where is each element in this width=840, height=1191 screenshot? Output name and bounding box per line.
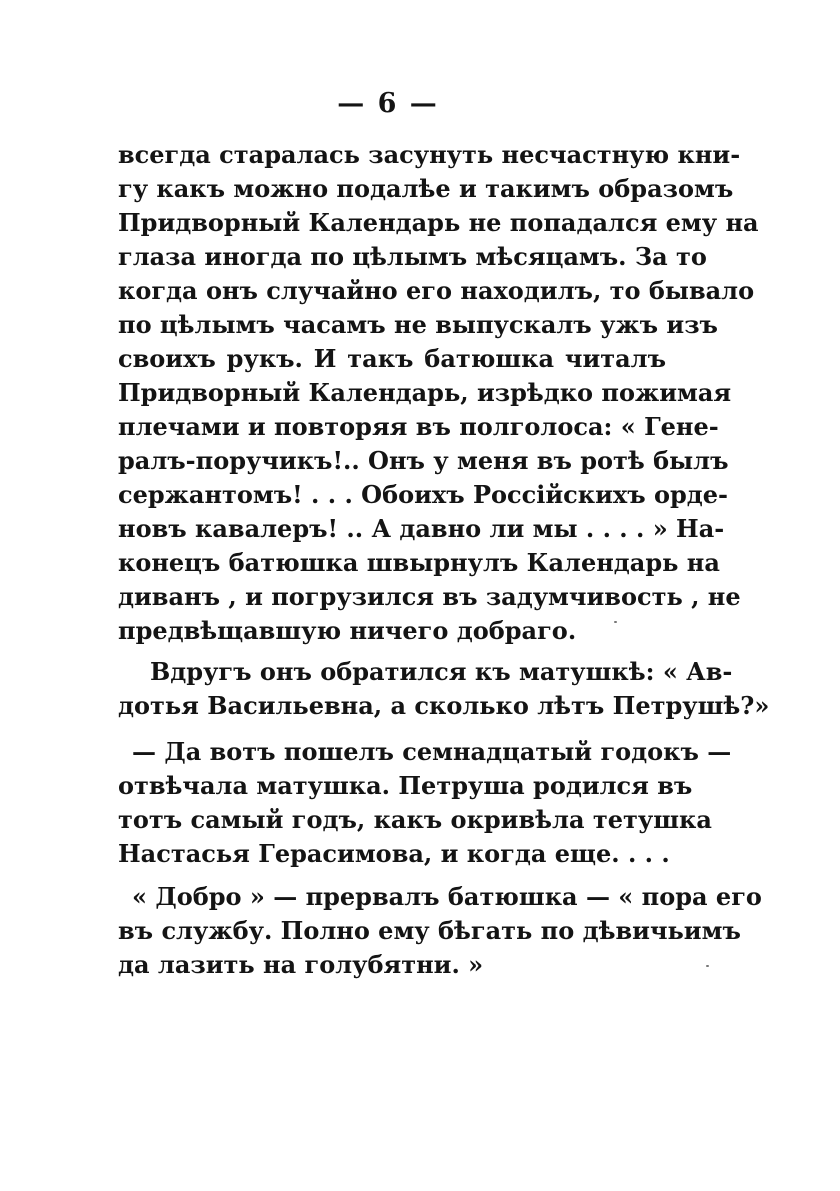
text-line: въ службу. Полно ему бѣгать по дѣвичьимъ [118,916,741,945]
paragraph-4 [118,880,762,982]
text-line: плечами и повторяя въ полголоса: « Гене- [118,412,719,441]
text-line: Придворный Календарь, изрѣдко пожимая [118,378,732,407]
paper-speck [706,965,709,967]
text-line: Настасья Герасимова, и когда еще. . . . [118,839,670,868]
text-line: по цѣлымъ часамъ не выпускалъ ужъ изъ [118,310,718,339]
text-line: тотъ самый годъ, какъ окривѣла тетушка [118,805,712,834]
text-line: всегда старалась засунуть несчастную кни- [118,140,741,169]
text-line: своихъ рукъ. И такъ батюшка читалъ [118,344,666,373]
paragraph-1 [118,138,759,648]
text-line: новъ кавалеръ! .. А давно ли мы . . . . » На- [118,514,725,543]
paragraph-2 [118,655,770,723]
text-line: предвѣщавшую ничего добраго. [118,616,577,645]
text-line: когда онъ случайно его находилъ, то бывало [118,276,755,305]
page-number: — 6 — [337,88,439,119]
paper-speck [614,621,617,623]
text-line: « Добро » — прервалъ батюшка — « пора его [132,882,762,911]
text-line: — Да вотъ пошелъ семнадцатый годокъ — [132,737,732,766]
text-line: дотья Васильевна, а сколько лѣтъ Петрушѣ?» [118,691,770,720]
text-line: гу какъ можно подалѣе и такимъ образомъ [118,174,734,203]
text-line: сержантомъ! . . . Обоихъ Россійскихъ орде- [118,480,729,509]
text-line: конецъ батюшка швырнулъ Календарь на [118,548,720,577]
text-line: диванъ , и погрузился въ задумчивость , не [118,582,741,611]
text-line: Придворный Календарь не попадался ему на [118,208,759,237]
text-line: глаза иногда по цѣлымъ мѣсяцамъ. За то [118,242,707,271]
text-line: да лазить на голубятни. » [118,950,484,979]
text-line: ралъ-поручикъ!.. Онъ у меня въ ротѣ былъ [118,446,729,475]
text-line: отвѣчала матушка. Петруша родился въ [118,771,693,800]
paragraph-3 [118,735,732,871]
text-line: Вдругъ онъ обратился къ матушкѣ: « Ав- [150,657,733,686]
